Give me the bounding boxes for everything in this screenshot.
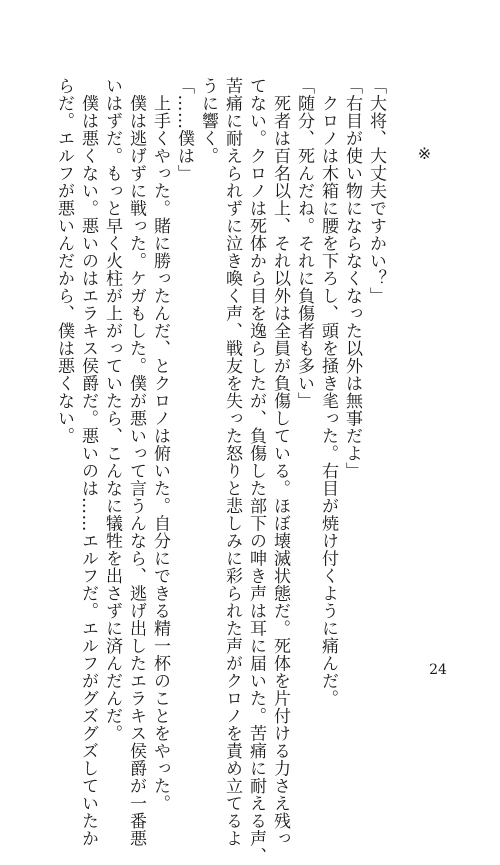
text-line: 僕は悪くない。悪いのはエラキス侯爵だ。悪いのは……エルフだ。エルフがグズグズしていたか [78, 77, 98, 847]
text-line: らだ。エルフが悪いんだから、僕は悪くない。 [54, 77, 74, 445]
page-number: 24 [429, 662, 447, 678]
text-line: 「右目が使い物にならなくなった以外は無事だよ」 [342, 77, 362, 480]
text-line: 「……僕は」 [174, 77, 194, 182]
text-line: 上手くやった。賭に勝ったんだ、とクロノは俯いた。自分にできる精一杯のことをやった。 [150, 77, 170, 812]
text-line: 「大将、大丈夫ですかい？」 [366, 77, 386, 305]
text-line: いはずだ。もっと早く火柱が上がっていたら、こんなに犠牲を出さずに済んだんだ。 [102, 77, 122, 742]
text-line: 苦痛に耐えられずに泣き喚く声、戦友を失った怒りと悲しみに彩られた声がクロノを責め立てるよ [222, 77, 242, 847]
text-line: てない。クロノは死体から目を逸らしたが、負傷した部下の呻き声は耳に届いた。苦痛に耐える声、 [246, 77, 266, 865]
text-line: 死者は百名以上、それ以外は全員が負傷している。ほぼ壊滅状態だ。死体を片付ける力さえ残っ [270, 77, 290, 847]
text-line: クロノは木箱に腰を下ろし、頭を掻き毟った。右目が焼け付くように痛んだ。 [318, 77, 338, 707]
text-line: うに響く。 [198, 77, 218, 165]
text-line: 僕は逃げずに戦った。ケガもした。僕が悪いって言うんなら、逃げ出したエラキス侯爵が一番悪 [126, 77, 146, 847]
text-line: 「随分、死んだね。それに負傷者も多い」 [294, 77, 314, 410]
section-marker: ※ [415, 144, 434, 163]
